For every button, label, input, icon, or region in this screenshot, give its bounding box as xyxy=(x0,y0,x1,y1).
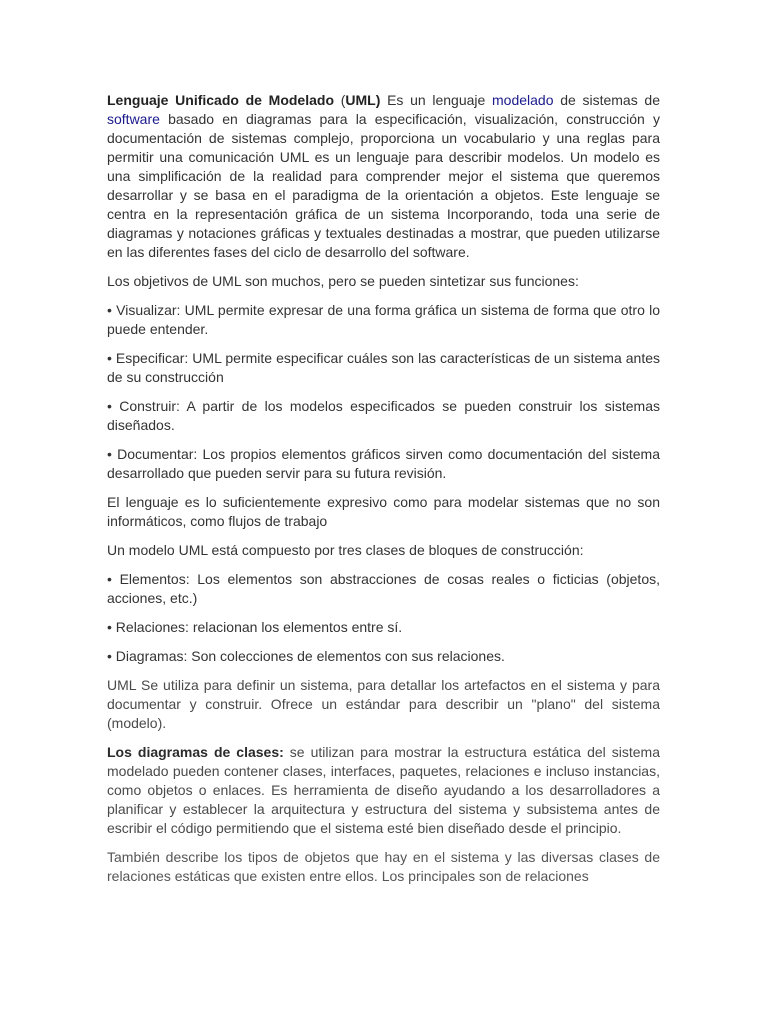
intro-text-1: Es un lenguaje xyxy=(380,92,493,108)
class-diagrams-paragraph xyxy=(107,743,660,838)
objective-item: • Visualizar: UML permite expresar de una forma gráfica un sistema de forma que otro lo puede entender. xyxy=(107,302,660,337)
intro-text-2: de sistemas de xyxy=(553,92,660,108)
block-item: • Diagramas: Son colecciones de elementos con sus relaciones. xyxy=(107,648,505,664)
blocks-intro: Un modelo UML está compuesto por tres clases de bloques de construcción: xyxy=(107,542,584,558)
intro-text-3: basado en diagramas para la especificación, visualización, construcción y documentación de sistemas complejo, proporciona un vocabulario y una reglas para permitir una comunicación UML es un lenguaje para describir modelos. Un modelo es una simplificación de la realidad para comprender mejor el sistema que queremos desarrollar y se basa en el paradigma de la orientación a objetos. Este lenguaje se centra en la representación gráfica de un sistema Incorporando, toda una serie de diagramas y notaciones gráficas y textuales destinadas a mostrar, que pueden utilizarse en las diferentes fases del ciclo de desarrollo del software. xyxy=(107,111,660,260)
objective-item: • Documentar: Los propios elementos gráficos sirven como documentación del sistema desarrollado que pueden servir para su futura revisión. xyxy=(107,446,660,481)
intro-acronym: UML) xyxy=(345,92,381,108)
block-item: • Relaciones: relacionan los elementos entre sí. xyxy=(107,619,403,635)
objective-item: • Especificar: UML permite especificar cuáles son las características de un sistema antes de su construcción xyxy=(107,350,660,385)
intro-term: Lenguaje Unificado de Modelado xyxy=(107,92,334,108)
class-diagrams-text: se utilizan para mostrar la estructura estática del sistema modelado pueden contener clases, interfaces, paquetes, relaciones e incluso instancias, como objetos o enlaces. Es herramienta de diseño ayudando a los desarrolladores a planificar y establecer la arquitectura y estructura del sistema y subsistema antes de escribir el código permitiendo que el sistema esté bien diseñado desde el principio. xyxy=(107,744,660,836)
document-page xyxy=(107,91,660,896)
link-modelado[interactable]: modelado xyxy=(492,92,554,108)
uml-usage-paragraph: UML Se utiliza para definir un sistema, para detallar los artefactos en el sistema y para documentar y construir. Ofrece un estándar para describir un "plano" del sistema (modelo). xyxy=(107,677,660,731)
intro-paren: ( xyxy=(334,92,346,108)
link-software[interactable]: software xyxy=(107,111,160,127)
objective-item: • Construir: A partir de los modelos especificados se pueden construir los sistemas diseñados. xyxy=(107,398,660,433)
objectives-intro: Los objetivos de UML son muchos, pero se pueden sintetizar sus funciones: xyxy=(107,273,579,289)
intro-paragraph xyxy=(107,91,660,262)
block-item: • Elementos: Los elementos son abstracciones de cosas reales o ficticias (objetos, acciones, etc.) xyxy=(107,571,660,606)
also-describes-paragraph: También describe los tipos de objetos que hay en el sistema y las diversas clases de relaciones estáticas que existen entre ellos. Los principales son de relaciones xyxy=(107,849,660,884)
expressive-note: El lenguaje es lo suficientemente expresivo como para modelar sistemas que no son informáticos, como flujos de trabajo xyxy=(107,494,660,529)
class-diagrams-heading: Los diagramas de clases: xyxy=(107,744,284,760)
